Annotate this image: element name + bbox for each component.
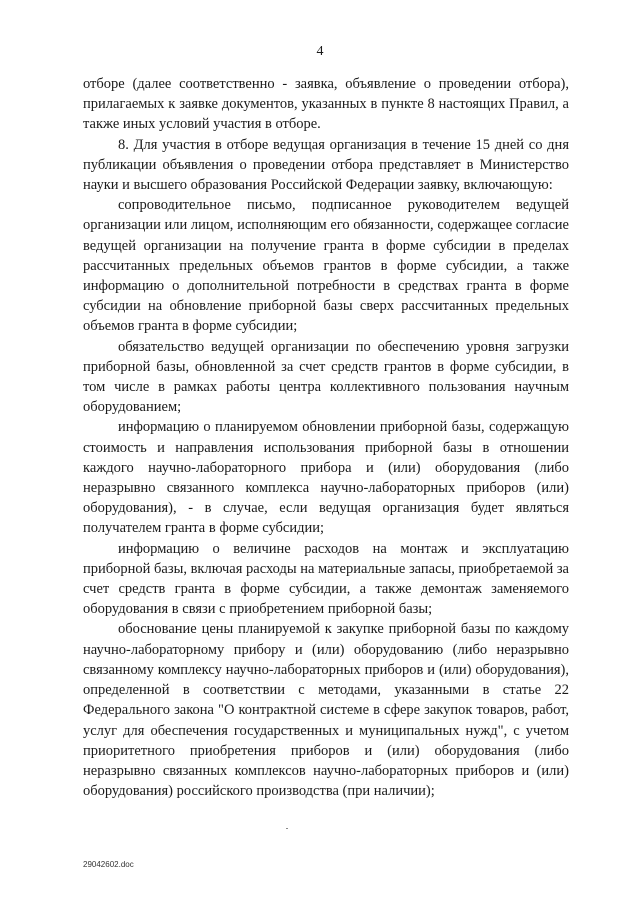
page-number: 4: [316, 44, 324, 59]
paragraph-continuation: отборе (далее соответственно - заявка, объявление о проведении отбора), прилагаемых к заявке документов, указанных в пункте 8 настоящих Правил, а также иных условий участия в отборе.: [83, 76, 569, 133]
paragraph-cover-letter: сопроводительное письмо, подписанное руководителем ведущей организации или лицом, исполняющим его обязанности, содержащее согласие ведущей организации на получение гранта в форме субсидии в пределах рассчитанных предельных объемов грантов в форме субсидии, а также информацию о дополнительной потребности в средствах гранта в форме субсидии на обновление приборной базы сверх рассчитанных предельных объемов гранта в форме субсидии;: [83, 197, 569, 335]
paragraph-price-justification: обоснование цены планируемой к закупке приборной базы по каждому научно-лабораторному прибору и (или) оборудованию (либо неразрывно связанному комплексу научно-лабораторных приборов и (или) оборудования), определенной в соответствии с методами, указанными в статье 22 Федерального закона "О контрактной системе в сфере закупок товаров, работ, услуг для обеспечения государственных и муниципальных нужд", с учетом приоритетного приобретения приборов и (или) оборудования (либо неразрывно связанных комплексов научно-лабораторных приборов и (или) оборудования) российского производства (при наличии);: [83, 621, 569, 800]
footer-filename: 29042602.doc: [83, 860, 134, 869]
document-body: [83, 74, 569, 801]
paragraph-obligation: обязательство ведущей организации по обеспечению уровня загрузки приборной базы, обновленной за счет средств грантов в форме субсидии, в том числе в рамках работы центра коллективного пользования научным оборудованием;: [83, 338, 569, 416]
paragraph-installation-costs: информацию о величине расходов на монтаж и эксплуатацию приборной базы, включая расходы на материальные запасы, приобретаемой за счет средств гранта в форме субсидии, а также демонтаж заменяемого оборудования в связи с приобретением приборной базы;: [83, 540, 569, 618]
paragraph-equipment-update-info: информацию о планируемом обновлении приборной базы, содержащую стоимость и направления использования приборной базы в отношении каждого научно-лабораторного прибора и (или) оборудования (либо неразрывно связанного комплекса научно-лабораторных приборов (или) оборудования), - в случае, если ведущая организация будет являться получателем гранта в форме субсидии;: [83, 419, 569, 537]
scan-mark: [286, 828, 288, 829]
paragraph-item-8: 8. Для участия в отборе ведущая организация в течение 15 дней со дня публикации объявления о проведении отбора представляет в Министерство науки и высшего образования Российской Федерации заявку, включающую:: [83, 136, 569, 194]
